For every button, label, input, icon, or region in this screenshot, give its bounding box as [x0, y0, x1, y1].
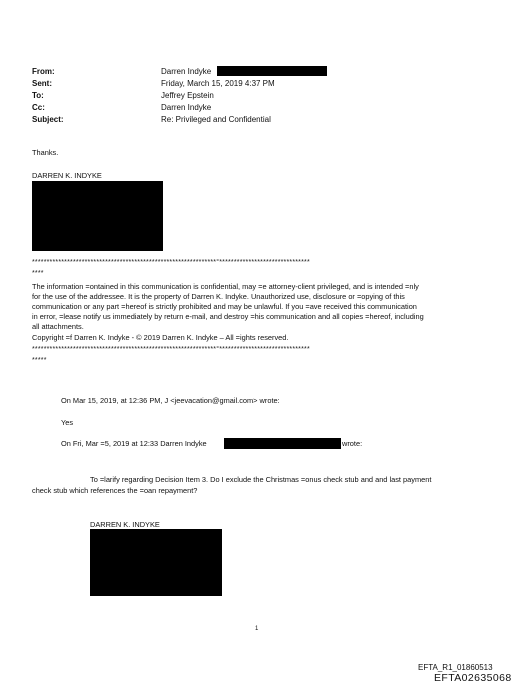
separator-stars-top-tail: **** [32, 270, 44, 277]
to-value: Jeffrey Epstein [161, 91, 214, 100]
subject-value: Re: Privileged and Confidential [161, 115, 271, 124]
page-number: 1 [255, 626, 259, 632]
reply2-line-1: To =larify regarding Decision Item 3. Do I exclude the Christmas =onus check stub and and last payment [90, 475, 432, 484]
redaction-reply2-email [224, 438, 341, 449]
from-value: Darren Indyke [161, 67, 212, 76]
separator-stars-top: ***************************************************************°******************************* [32, 259, 310, 266]
redaction-signature-block [32, 181, 163, 251]
subject-label: Subject: [32, 115, 64, 124]
redaction-from-email [217, 66, 327, 76]
cc-value: Darren Indyke [161, 103, 212, 112]
signature-name: DARREN K. INDYKE [32, 171, 102, 180]
to-label: To: [32, 91, 44, 100]
reply2-header-suffix: wrote: [342, 439, 363, 448]
separator-stars-bottom-tail: ***** [32, 357, 47, 364]
reply1-header: On Mar 15, 2019, at 12:36 PM, J <jeevacation@gmail.com> wrote: [61, 396, 280, 405]
greeting: Thanks. [32, 148, 59, 157]
separator-stars-bottom: ***************************************************************°******************************* [32, 346, 310, 353]
cc-label: Cc: [32, 103, 45, 112]
reply2-header-prefix: On Fri, Mar =5, 2019 at 12:33 Darren Indyke [61, 439, 207, 448]
reply2-line-2: check stub which references the =oan repayment? [32, 486, 198, 495]
sent-value: Friday, March 15, 2019 4:37 PM [161, 79, 275, 88]
bates-number-2: EFTA02635068 [434, 672, 512, 684]
reply2-signature-name: DARREN K. INDYKE [90, 520, 160, 529]
disclaimer-line-2: for the use of the addressee. It is the property of Darren K. Indyke. Unauthorized use, disclosure or =opying of this [32, 292, 405, 301]
sent-label: Sent: [32, 79, 52, 88]
disclaimer-line-4: in error, =lease notify us immediately by return e-mail, and destroy =his communication and all copies =hereof, including [32, 312, 424, 321]
copyright-line: Copyright =f Darren K. Indyke - © 2019 Darren K. Indyke – All =ights reserved. [32, 333, 289, 342]
reply1-body: Yes [61, 418, 74, 427]
disclaimer-line-5: all attachments. [32, 322, 84, 331]
disclaimer-line-3: communication or any part =hereof is strictly prohibited and may be unlawful. If you =ave received this communication [32, 302, 417, 311]
redaction-reply2-signature-block [90, 529, 222, 596]
from-label: From: [32, 67, 55, 76]
disclaimer-line-1: The information =ontained in this communication is confidential, may =e attorney-client privileged, and is intended =nly [32, 282, 419, 291]
bates-number-1: EFTA_R1_01860513 [418, 663, 493, 672]
